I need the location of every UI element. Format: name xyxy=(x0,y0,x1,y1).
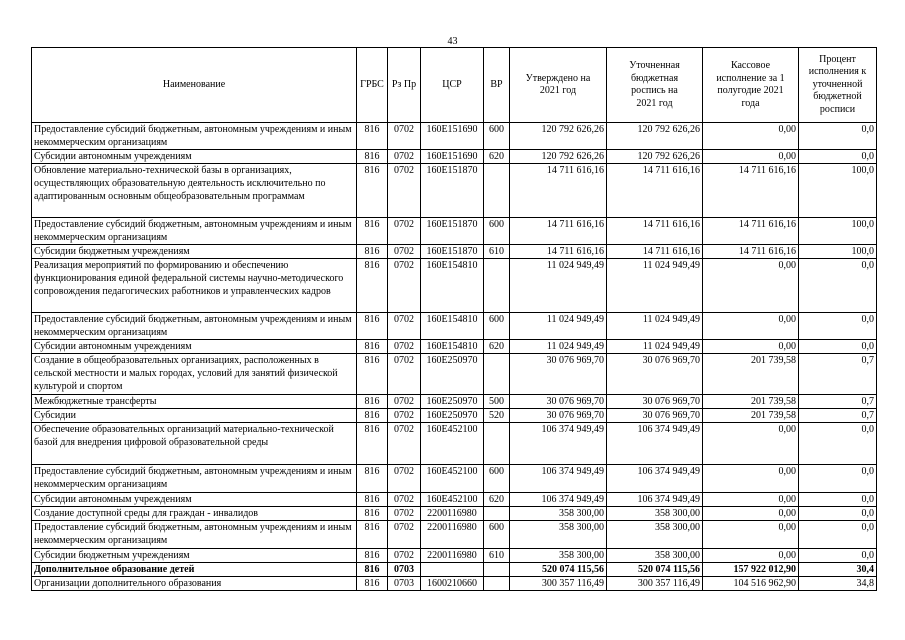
cell-rzpr: 0703 xyxy=(388,577,421,591)
cell-vr: 520 xyxy=(484,409,510,423)
cell-csr: 160E250970 xyxy=(421,395,484,409)
cell-grbs: 816 xyxy=(357,423,388,465)
cell-refined: 120 792 626,26 xyxy=(607,150,703,164)
cell-vr: 600 xyxy=(484,521,510,549)
cell-approved: 120 792 626,26 xyxy=(510,123,607,150)
cell-percent: 0,0 xyxy=(799,549,877,563)
cell-csr: 2200116980 xyxy=(421,549,484,563)
cell-rzpr: 0702 xyxy=(388,150,421,164)
cell-csr: 160E151690 xyxy=(421,150,484,164)
cell-cash: 0,00 xyxy=(703,259,799,313)
cell-csr: 160E154810 xyxy=(421,340,484,354)
col-grbs-header: ГРБС xyxy=(357,48,388,123)
cell-rzpr: 0702 xyxy=(388,354,421,395)
cell-cash: 0,00 xyxy=(703,123,799,150)
cell-csr: 1600210660 xyxy=(421,577,484,591)
cell-refined: 520 074 115,56 xyxy=(607,563,703,577)
cell-csr xyxy=(421,563,484,577)
cell-name: Создание в общеобразовательных организациях, расположенных в сельской местности и малых городах, условий для занятий физической культурой и спортом xyxy=(32,354,357,395)
cell-grbs: 816 xyxy=(357,563,388,577)
cell-csr: 160E452100 xyxy=(421,465,484,493)
table-row xyxy=(32,507,877,521)
col-name-header: Наименование xyxy=(32,48,357,123)
cell-refined: 11 024 949,49 xyxy=(607,340,703,354)
cell-name: Реализация мероприятий по формированию и обеспечению функционирования единой федеральной системы научно-методического сопровождения педагогических работников и управленческих кадров xyxy=(32,259,357,313)
cell-csr: 160E452100 xyxy=(421,493,484,507)
cell-grbs: 816 xyxy=(357,577,388,591)
cell-cash: 0,00 xyxy=(703,423,799,465)
table-row xyxy=(32,577,877,591)
cell-cash: 0,00 xyxy=(703,150,799,164)
cell-vr: 600 xyxy=(484,218,510,245)
cell-rzpr: 0702 xyxy=(388,218,421,245)
cell-refined: 358 300,00 xyxy=(607,521,703,549)
cell-percent: 0,0 xyxy=(799,493,877,507)
cell-vr xyxy=(484,164,510,218)
cell-approved: 11 024 949,49 xyxy=(510,259,607,313)
cell-refined: 30 076 969,70 xyxy=(607,395,703,409)
cell-grbs: 816 xyxy=(357,521,388,549)
cell-refined: 358 300,00 xyxy=(607,549,703,563)
cell-vr: 620 xyxy=(484,493,510,507)
cell-vr: 500 xyxy=(484,395,510,409)
cell-cash: 201 739,58 xyxy=(703,409,799,423)
cell-grbs: 816 xyxy=(357,465,388,493)
cell-csr: 160E151690 xyxy=(421,123,484,150)
cell-name: Субсидии автономным учреждениям xyxy=(32,340,357,354)
cell-refined: 14 711 616,16 xyxy=(607,218,703,245)
cell-percent: 0,7 xyxy=(799,409,877,423)
cell-grbs: 816 xyxy=(357,549,388,563)
cell-approved: 520 074 115,56 xyxy=(510,563,607,577)
cell-name: Обеспечение образовательных организаций материально-технической базой для внедрения цифровой образовательной среды xyxy=(32,423,357,465)
cell-percent: 0,0 xyxy=(799,150,877,164)
cell-percent: 30,4 xyxy=(799,563,877,577)
cell-name: Субсидии автономным учреждениям xyxy=(32,493,357,507)
cell-percent: 34,8 xyxy=(799,577,877,591)
cell-refined: 300 357 116,49 xyxy=(607,577,703,591)
cell-name: Субсидии автономным учреждениям xyxy=(32,150,357,164)
cell-csr: 160E151870 xyxy=(421,245,484,259)
cell-rzpr: 0702 xyxy=(388,493,421,507)
cell-approved: 11 024 949,49 xyxy=(510,340,607,354)
cell-refined: 358 300,00 xyxy=(607,507,703,521)
cell-csr: 160E250970 xyxy=(421,409,484,423)
budget-table xyxy=(31,47,877,591)
cell-percent: 100,0 xyxy=(799,245,877,259)
cell-vr: 620 xyxy=(484,150,510,164)
cell-rzpr: 0702 xyxy=(388,259,421,313)
table-row xyxy=(32,354,877,395)
cell-vr xyxy=(484,354,510,395)
cell-percent: 0,0 xyxy=(799,465,877,493)
cell-approved: 300 357 116,49 xyxy=(510,577,607,591)
cell-name: Предоставление субсидий бюджетным, автономным учреждениям и иным некоммерческим организациям xyxy=(32,218,357,245)
cell-grbs: 816 xyxy=(357,395,388,409)
cell-grbs: 816 xyxy=(357,507,388,521)
cell-vr: 610 xyxy=(484,549,510,563)
cell-grbs: 816 xyxy=(357,164,388,218)
cell-rzpr: 0702 xyxy=(388,245,421,259)
cell-csr: 160E154810 xyxy=(421,259,484,313)
cell-approved: 14 711 616,16 xyxy=(510,245,607,259)
cell-name: Предоставление субсидий бюджетным, автономным учреждениям и иным некоммерческим организациям xyxy=(32,313,357,340)
table-row xyxy=(32,549,877,563)
table-row xyxy=(32,245,877,259)
cell-approved: 106 374 949,49 xyxy=(510,423,607,465)
cell-cash: 0,00 xyxy=(703,493,799,507)
cell-rzpr: 0702 xyxy=(388,521,421,549)
cell-rzpr: 0702 xyxy=(388,423,421,465)
cell-name: Субсидии бюджетным учреждениям xyxy=(32,245,357,259)
cell-approved: 30 076 969,70 xyxy=(510,409,607,423)
cell-name: Создание доступной среды для граждан - инвалидов xyxy=(32,507,357,521)
cell-cash: 14 711 616,16 xyxy=(703,245,799,259)
table-row xyxy=(32,563,877,577)
cell-grbs: 816 xyxy=(357,150,388,164)
table-row xyxy=(32,259,877,313)
table-row xyxy=(32,123,877,150)
cell-cash: 0,00 xyxy=(703,465,799,493)
cell-percent: 0,0 xyxy=(799,123,877,150)
cell-percent: 0,0 xyxy=(799,340,877,354)
cell-rzpr: 0702 xyxy=(388,409,421,423)
cell-refined: 14 711 616,16 xyxy=(607,245,703,259)
col-vr-header: ВР xyxy=(484,48,510,123)
cell-cash: 0,00 xyxy=(703,549,799,563)
cell-vr xyxy=(484,423,510,465)
cell-refined: 120 792 626,26 xyxy=(607,123,703,150)
cell-rzpr: 0702 xyxy=(388,123,421,150)
cell-refined: 11 024 949,49 xyxy=(607,259,703,313)
cell-name: Межбюджетные трансферты xyxy=(32,395,357,409)
table-row xyxy=(32,313,877,340)
cell-grbs: 816 xyxy=(357,245,388,259)
cell-cash: 157 922 012,90 xyxy=(703,563,799,577)
table-row xyxy=(32,409,877,423)
header-row xyxy=(32,48,877,123)
cell-grbs: 816 xyxy=(357,493,388,507)
cell-approved: 106 374 949,49 xyxy=(510,465,607,493)
cell-percent: 0,0 xyxy=(799,521,877,549)
cell-refined: 11 024 949,49 xyxy=(607,313,703,340)
cell-approved: 358 300,00 xyxy=(510,507,607,521)
table-row xyxy=(32,150,877,164)
cell-vr: 600 xyxy=(484,123,510,150)
cell-name: Предоставление субсидий бюджетным, автономным учреждениям и иным некоммерческим организациям xyxy=(32,465,357,493)
cell-rzpr: 0702 xyxy=(388,164,421,218)
cell-csr: 160E151870 xyxy=(421,218,484,245)
cell-percent: 0,0 xyxy=(799,259,877,313)
cell-csr: 2200116980 xyxy=(421,507,484,521)
cell-name: Субсидии бюджетным учреждениям xyxy=(32,549,357,563)
cell-csr: 2200116980 xyxy=(421,521,484,549)
cell-cash: 0,00 xyxy=(703,521,799,549)
cell-percent: 0,0 xyxy=(799,313,877,340)
table-row xyxy=(32,521,877,549)
cell-vr xyxy=(484,259,510,313)
table-row xyxy=(32,395,877,409)
cell-approved: 30 076 969,70 xyxy=(510,354,607,395)
cell-approved: 30 076 969,70 xyxy=(510,395,607,409)
cell-csr: 160E154810 xyxy=(421,313,484,340)
cell-percent: 0,7 xyxy=(799,354,877,395)
cell-cash: 201 739,58 xyxy=(703,395,799,409)
cell-name: Предоставление субсидий бюджетным, автономным учреждениям и иным некоммерческим организациям xyxy=(32,123,357,150)
cell-grbs: 816 xyxy=(357,354,388,395)
cell-approved: 14 711 616,16 xyxy=(510,164,607,218)
cell-approved: 11 024 949,49 xyxy=(510,313,607,340)
cell-grbs: 816 xyxy=(357,340,388,354)
cell-rzpr: 0703 xyxy=(388,563,421,577)
cell-cash: 104 516 962,90 xyxy=(703,577,799,591)
table-row xyxy=(32,423,877,465)
cell-grbs: 816 xyxy=(357,259,388,313)
cell-rzpr: 0702 xyxy=(388,340,421,354)
cell-rzpr: 0702 xyxy=(388,465,421,493)
cell-vr xyxy=(484,577,510,591)
col-refined-header: Уточненная бюджетная роспись на 2021 год xyxy=(607,48,703,123)
cell-vr: 600 xyxy=(484,465,510,493)
col-csr-header: ЦСР xyxy=(421,48,484,123)
table-row xyxy=(32,493,877,507)
cell-vr: 600 xyxy=(484,313,510,340)
cell-approved: 14 711 616,16 xyxy=(510,218,607,245)
cell-refined: 14 711 616,16 xyxy=(607,164,703,218)
cell-approved: 358 300,00 xyxy=(510,521,607,549)
page-number: 43 xyxy=(447,36,458,47)
cell-percent: 0,0 xyxy=(799,507,877,521)
cell-approved: 120 792 626,26 xyxy=(510,150,607,164)
cell-cash: 0,00 xyxy=(703,507,799,521)
cell-refined: 30 076 969,70 xyxy=(607,409,703,423)
cell-csr: 160E151870 xyxy=(421,164,484,218)
cell-cash: 14 711 616,16 xyxy=(703,164,799,218)
cell-refined: 106 374 949,49 xyxy=(607,493,703,507)
col-cash-header: Кассовое исполнение за 1 полугодие 2021 года xyxy=(703,48,799,123)
cell-vr xyxy=(484,507,510,521)
cell-cash: 14 711 616,16 xyxy=(703,218,799,245)
table-row xyxy=(32,465,877,493)
cell-name: Организации дополнительного образования xyxy=(32,577,357,591)
cell-rzpr: 0702 xyxy=(388,395,421,409)
cell-grbs: 816 xyxy=(357,409,388,423)
cell-rzpr: 0702 xyxy=(388,507,421,521)
col-rzpr-header: Рз Пр xyxy=(388,48,421,123)
cell-cash: 201 739,58 xyxy=(703,354,799,395)
cell-vr xyxy=(484,563,510,577)
cell-vr: 610 xyxy=(484,245,510,259)
cell-approved: 358 300,00 xyxy=(510,549,607,563)
cell-name: Обновление материально-технической базы в организациях, осуществляющих образовательную деятельность исключительно по адаптированным основным общеобразовательным программам xyxy=(32,164,357,218)
table-row xyxy=(32,218,877,245)
cell-cash: 0,00 xyxy=(703,313,799,340)
cell-refined: 30 076 969,70 xyxy=(607,354,703,395)
cell-rzpr: 0702 xyxy=(388,549,421,563)
cell-refined: 106 374 949,49 xyxy=(607,423,703,465)
cell-percent: 100,0 xyxy=(799,164,877,218)
cell-name: Субсидии xyxy=(32,409,357,423)
cell-percent: 0,0 xyxy=(799,423,877,465)
cell-grbs: 816 xyxy=(357,313,388,340)
table-row xyxy=(32,340,877,354)
cell-refined: 106 374 949,49 xyxy=(607,465,703,493)
cell-percent: 0,7 xyxy=(799,395,877,409)
cell-csr: 160E452100 xyxy=(421,423,484,465)
cell-vr: 620 xyxy=(484,340,510,354)
cell-name: Предоставление субсидий бюджетным, автономным учреждениям и иным некоммерческим организациям xyxy=(32,521,357,549)
cell-grbs: 816 xyxy=(357,123,388,150)
cell-name: Дополнительное образование детей xyxy=(32,563,357,577)
col-approved-header: Утверждено на 2021 год xyxy=(510,48,607,123)
cell-rzpr: 0702 xyxy=(388,313,421,340)
col-percent-header: Процент исполнения к уточненной бюджетной росписи xyxy=(799,48,877,123)
cell-percent: 100,0 xyxy=(799,218,877,245)
cell-grbs: 816 xyxy=(357,218,388,245)
cell-csr: 160E250970 xyxy=(421,354,484,395)
table-row xyxy=(32,164,877,218)
cell-approved: 106 374 949,49 xyxy=(510,493,607,507)
cell-cash: 0,00 xyxy=(703,340,799,354)
